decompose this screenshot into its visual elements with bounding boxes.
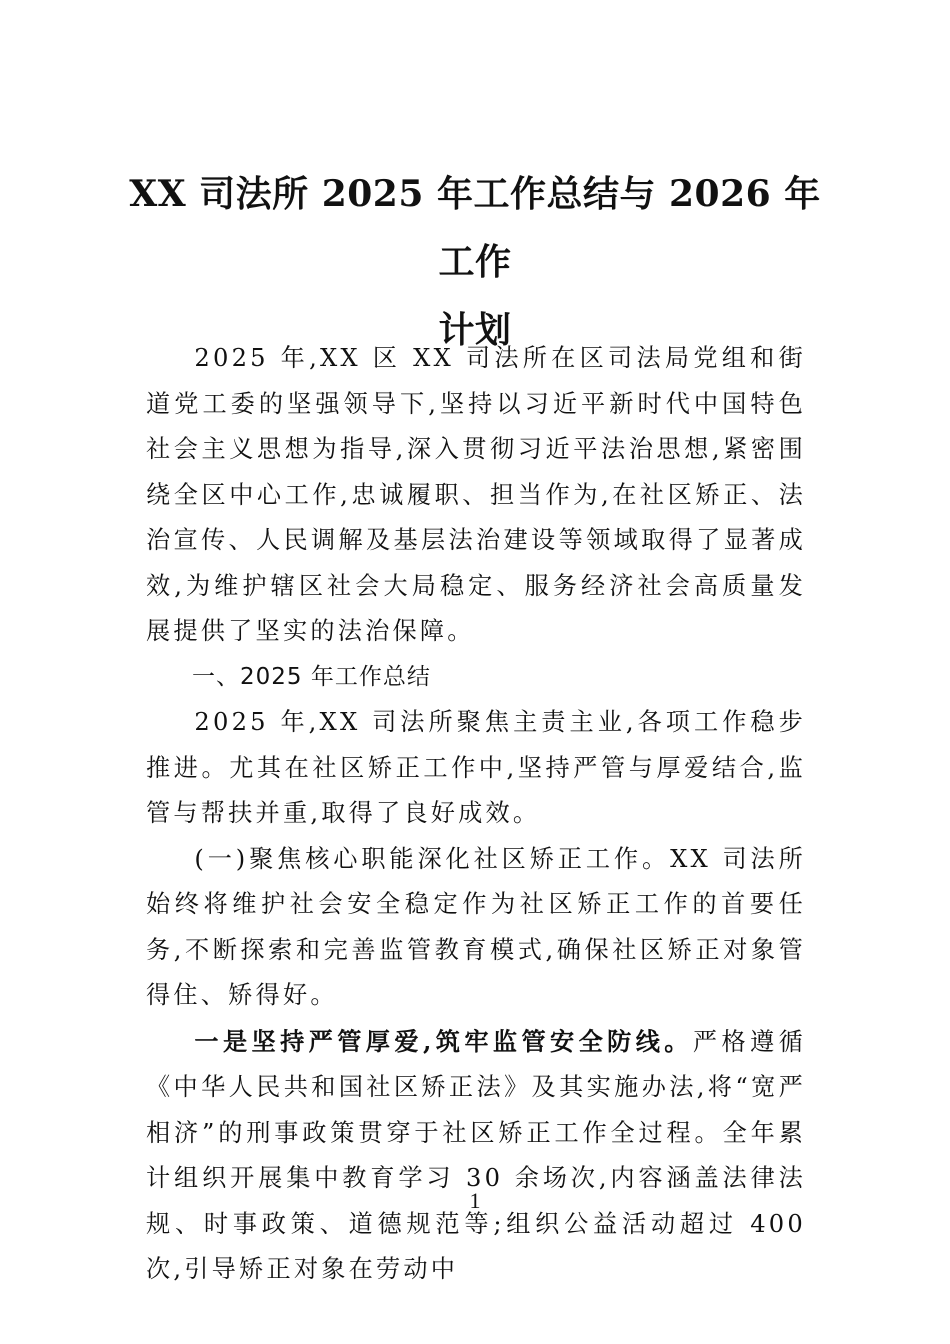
point-one-paragraph xyxy=(146,1019,806,1293)
title-line-2: 计划 xyxy=(438,309,512,351)
document-title xyxy=(120,160,830,364)
summary-paragraph: 2025 年,XX 司法所聚焦主责主业,各项工作稳步推进。尤其在社区矫正工作中,坚持严管与厚爱结合,监管与帮扶并重,取得了良好成效。 xyxy=(146,708,806,827)
point-one-lead: 一是坚持严管厚爱,筑牢监管安全防线。 xyxy=(194,1026,693,1056)
section-heading: 一、2025 年工作总结 xyxy=(192,663,431,690)
document-body xyxy=(146,336,806,1293)
intro-paragraph: 2025 年,XX 区 XX 司法所在区司法局党组和街道党工委的坚强领导下,坚持以习近平新时代中国特色社会主义思想为指导,深入贯彻习近平法治思想,紧密围绕全区中心工作,忠诚履职、担当作为,在社区矫正、法治宣传、人民调解及基层法治建设等领域取得了显著成效,为维护辖区社会大局稳定、服务经济社会高质量发展提供了坚实的法治保障。 xyxy=(146,344,806,645)
subsection-paragraph: (一)聚焦核心职能深化社区矫正工作。XX 司法所始终将维护社会安全稳定作为社区矫正工作的首要任务,不断探索和完善监管教育模式,确保社区矫正对象管得住、矫得好。 xyxy=(146,844,806,1009)
page-number: 1 xyxy=(469,1188,481,1213)
title-line-1: XX 司法所 2025 年工作总结与 2026 年工作 xyxy=(129,173,821,283)
point-one-text: 严格遵循《中华人民共和国社区矫正法》及其实施办法,将“宽严相济”的刑事政策贯穿于社区矫正工作全过程。全年累计组织开展集中教育学习 30 余场次,内容涵盖法律法规、时事政策、道德规范等;组织公益活动超过 400 次,引导矫正对象在劳动中 xyxy=(146,1027,806,1283)
